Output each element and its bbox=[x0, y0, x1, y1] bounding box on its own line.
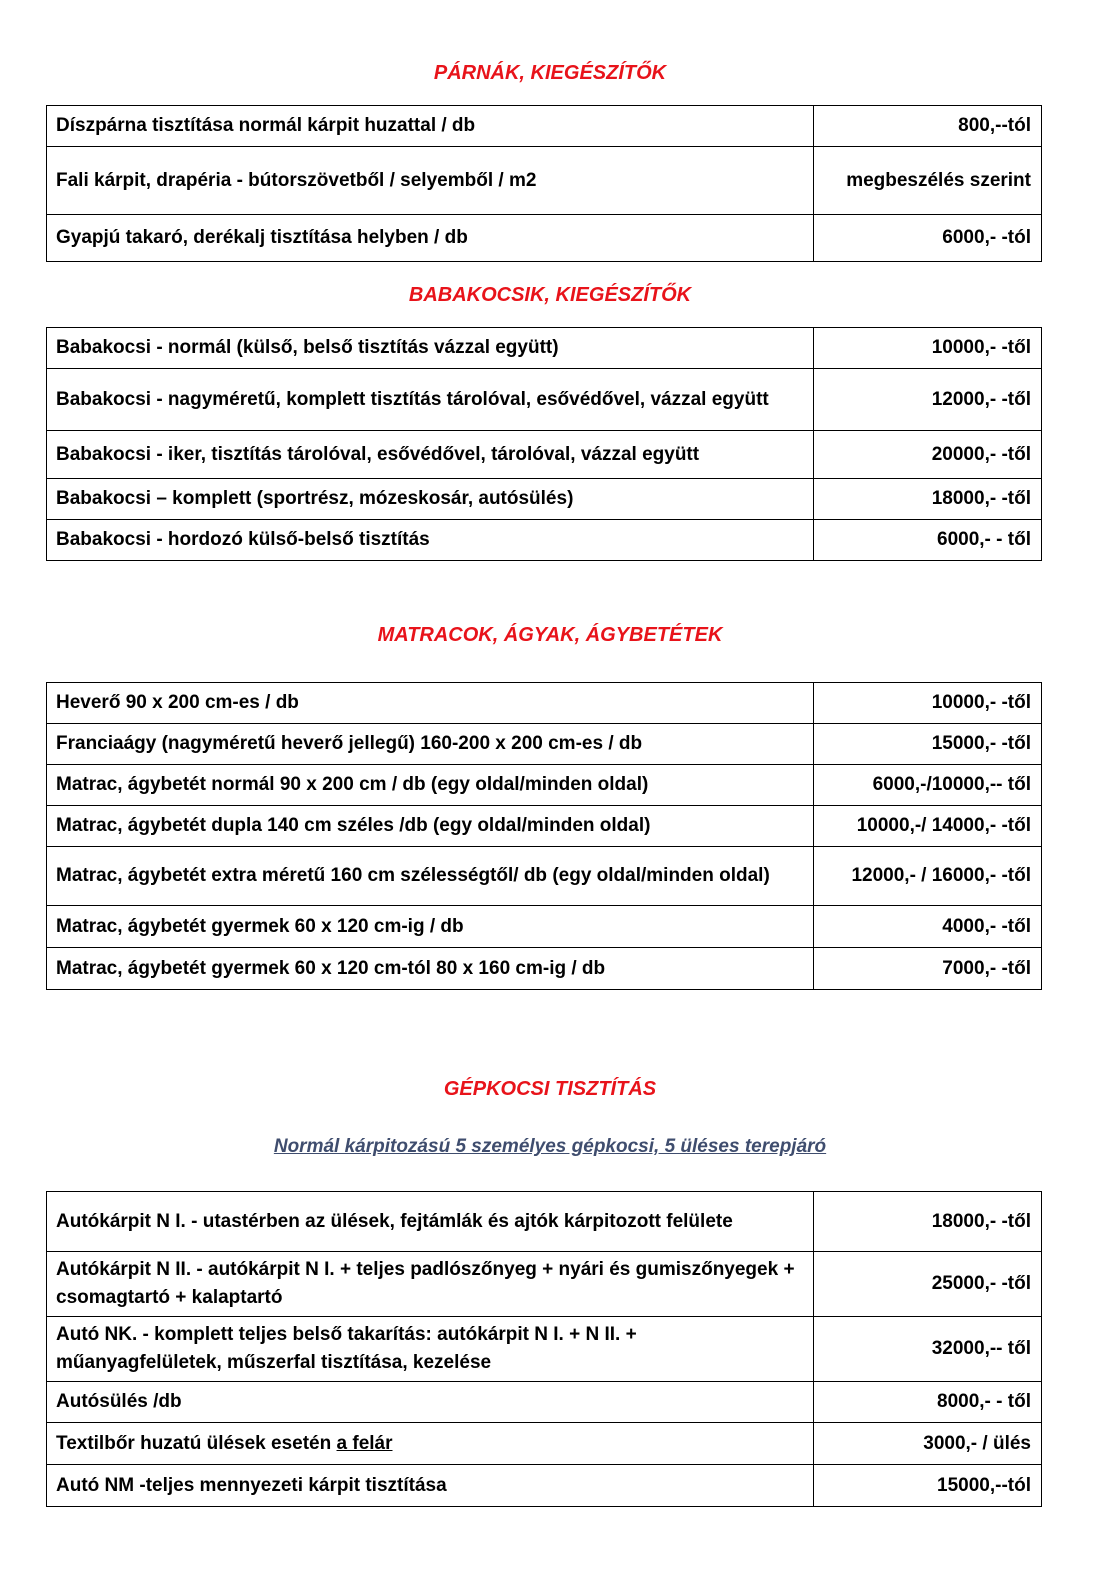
section-title-babakocsik: BABAKOCSIK, KIEGÉSZÍTŐK bbox=[408, 284, 692, 306]
table-row bbox=[47, 1252, 1042, 1317]
item-description: Babakocsi - iker, tisztítás tárolóval, esővédővel, tárolóval, vázzal együtt bbox=[47, 431, 814, 479]
item-price: 10000,- -től bbox=[814, 683, 1042, 724]
item-description: Matrac, ágybetét dupla 140 cm széles /db (egy oldal/minden oldal) bbox=[47, 806, 814, 847]
item-price: 10000,- -től bbox=[814, 328, 1042, 369]
section-title-matracok: MATRACOK, ÁGYAK, ÁGYBETÉTEK bbox=[377, 624, 723, 646]
item-description: Babakocsi - hordozó külső-belső tisztítás bbox=[47, 520, 814, 561]
table-row bbox=[47, 683, 1042, 724]
item-description: Matrac, ágybetét gyermek 60 x 120 cm-tól 80 x 160 cm-ig / db bbox=[47, 948, 814, 990]
item-price: 20000,- -től bbox=[814, 431, 1042, 479]
table-row bbox=[47, 1382, 1042, 1423]
item-description: Matrac, ágybetét gyermek 60 x 120 cm-ig / db bbox=[47, 906, 814, 948]
item-price: 3000,- / ülés bbox=[814, 1423, 1042, 1465]
table-row bbox=[47, 106, 1042, 147]
item-description: Gyapjú takaró, derékalj tisztítása helyben / db bbox=[47, 215, 814, 262]
item-description: Autókárpit N I. - utastérben az ülések, fejtámlák és ajtók kárpitozott felülete bbox=[47, 1192, 814, 1252]
table-row bbox=[47, 847, 1042, 906]
price-table-gepkocsi bbox=[46, 1191, 1042, 1507]
table-row bbox=[47, 369, 1042, 431]
table-row bbox=[47, 147, 1042, 215]
item-description: Autókárpit N II. - autókárpit N I. + teljes padlószőnyeg + nyári és gumiszőnyegek + csomagtartó + kalaptartó bbox=[47, 1252, 814, 1317]
item-description: Heverő 90 x 200 cm-es / db bbox=[47, 683, 814, 724]
item-description: Autó NM -teljes mennyezeti kárpit tisztítása bbox=[47, 1465, 814, 1507]
table-row bbox=[47, 724, 1042, 765]
table-row bbox=[47, 1423, 1042, 1465]
item-price: 18000,- -től bbox=[814, 1192, 1042, 1252]
item-price: 6000,- - től bbox=[814, 520, 1042, 561]
table-row bbox=[47, 215, 1042, 262]
item-description: Babakocsi – komplett (sportrész, mózeskosár, autósülés) bbox=[47, 479, 814, 520]
section-subtitle-gepkocsi: Normál kárpitozású 5 személyes gépkocsi, 5 üléses terepjáró bbox=[273, 1136, 827, 1157]
table-row bbox=[47, 1192, 1042, 1252]
table-row bbox=[47, 479, 1042, 520]
price-table-babakocsik bbox=[46, 327, 1042, 561]
item-description: Babakocsi - nagyméretű, komplett tisztítás tárolóval, esővédővel, vázzal együtt bbox=[47, 369, 814, 431]
item-price: 18000,- -től bbox=[814, 479, 1042, 520]
section-title-gepkocsi: GÉPKOCSI TISZTÍTÁS bbox=[443, 1078, 657, 1100]
item-price: 25000,- -től bbox=[814, 1252, 1042, 1317]
table-row bbox=[47, 520, 1042, 561]
item-description bbox=[47, 1423, 814, 1465]
table-row bbox=[47, 906, 1042, 948]
item-price: megbeszélés szerint bbox=[814, 147, 1042, 215]
item-price: 8000,- - től bbox=[814, 1382, 1042, 1423]
item-price: 15000,--tól bbox=[814, 1465, 1042, 1507]
table-row bbox=[47, 431, 1042, 479]
item-description-text: Textilbőr huzatú ülések esetén bbox=[56, 1432, 337, 1454]
price-table-parnak bbox=[46, 105, 1042, 262]
item-price: 6000,-/10000,-- től bbox=[814, 765, 1042, 806]
table-row bbox=[47, 806, 1042, 847]
item-price: 12000,- -től bbox=[814, 369, 1042, 431]
item-description: Fali kárpit, drapéria - bútorszövetből / selyemből / m2 bbox=[47, 147, 814, 215]
item-price: 7000,- -től bbox=[814, 948, 1042, 990]
item-price: 10000,-/ 14000,- -től bbox=[814, 806, 1042, 847]
item-description: Matrac, ágybetét normál 90 x 200 cm / db (egy oldal/minden oldal) bbox=[47, 765, 814, 806]
item-price: 800,--tól bbox=[814, 106, 1042, 147]
table-row bbox=[47, 948, 1042, 990]
item-description: Babakocsi - normál (külső, belső tisztítás vázzal együtt) bbox=[47, 328, 814, 369]
table-row bbox=[47, 328, 1042, 369]
item-price: 32000,-- től bbox=[814, 1317, 1042, 1382]
item-price: 4000,- -től bbox=[814, 906, 1042, 948]
table-row bbox=[47, 1317, 1042, 1382]
table-row bbox=[47, 1465, 1042, 1507]
table-row bbox=[47, 765, 1042, 806]
surcharge-underlined-text: a felár bbox=[336, 1432, 393, 1454]
item-price: 15000,- -től bbox=[814, 724, 1042, 765]
price-table-matracok bbox=[46, 682, 1042, 990]
item-description: Autó NK. - komplett teljes belső takarítás: autókárpit N I. + N II. + műanyagfelületek, műszerfal tisztítása, kezelése bbox=[47, 1317, 814, 1382]
item-price: 6000,- -tól bbox=[814, 215, 1042, 262]
item-description: Franciaágy (nagyméretű heverő jellegű) 160-200 x 200 cm-es / db bbox=[47, 724, 814, 765]
item-description: Autósülés /db bbox=[47, 1382, 814, 1423]
item-price: 12000,- / 16000,- -től bbox=[814, 847, 1042, 906]
item-description: Díszpárna tisztítása normál kárpit huzattal / db bbox=[47, 106, 814, 147]
section-title-parnak: PÁRNÁK, KIEGÉSZÍTŐK bbox=[433, 62, 667, 84]
item-description: Matrac, ágybetét extra méretű 160 cm szélességtől/ db (egy oldal/minden oldal) bbox=[47, 847, 814, 906]
